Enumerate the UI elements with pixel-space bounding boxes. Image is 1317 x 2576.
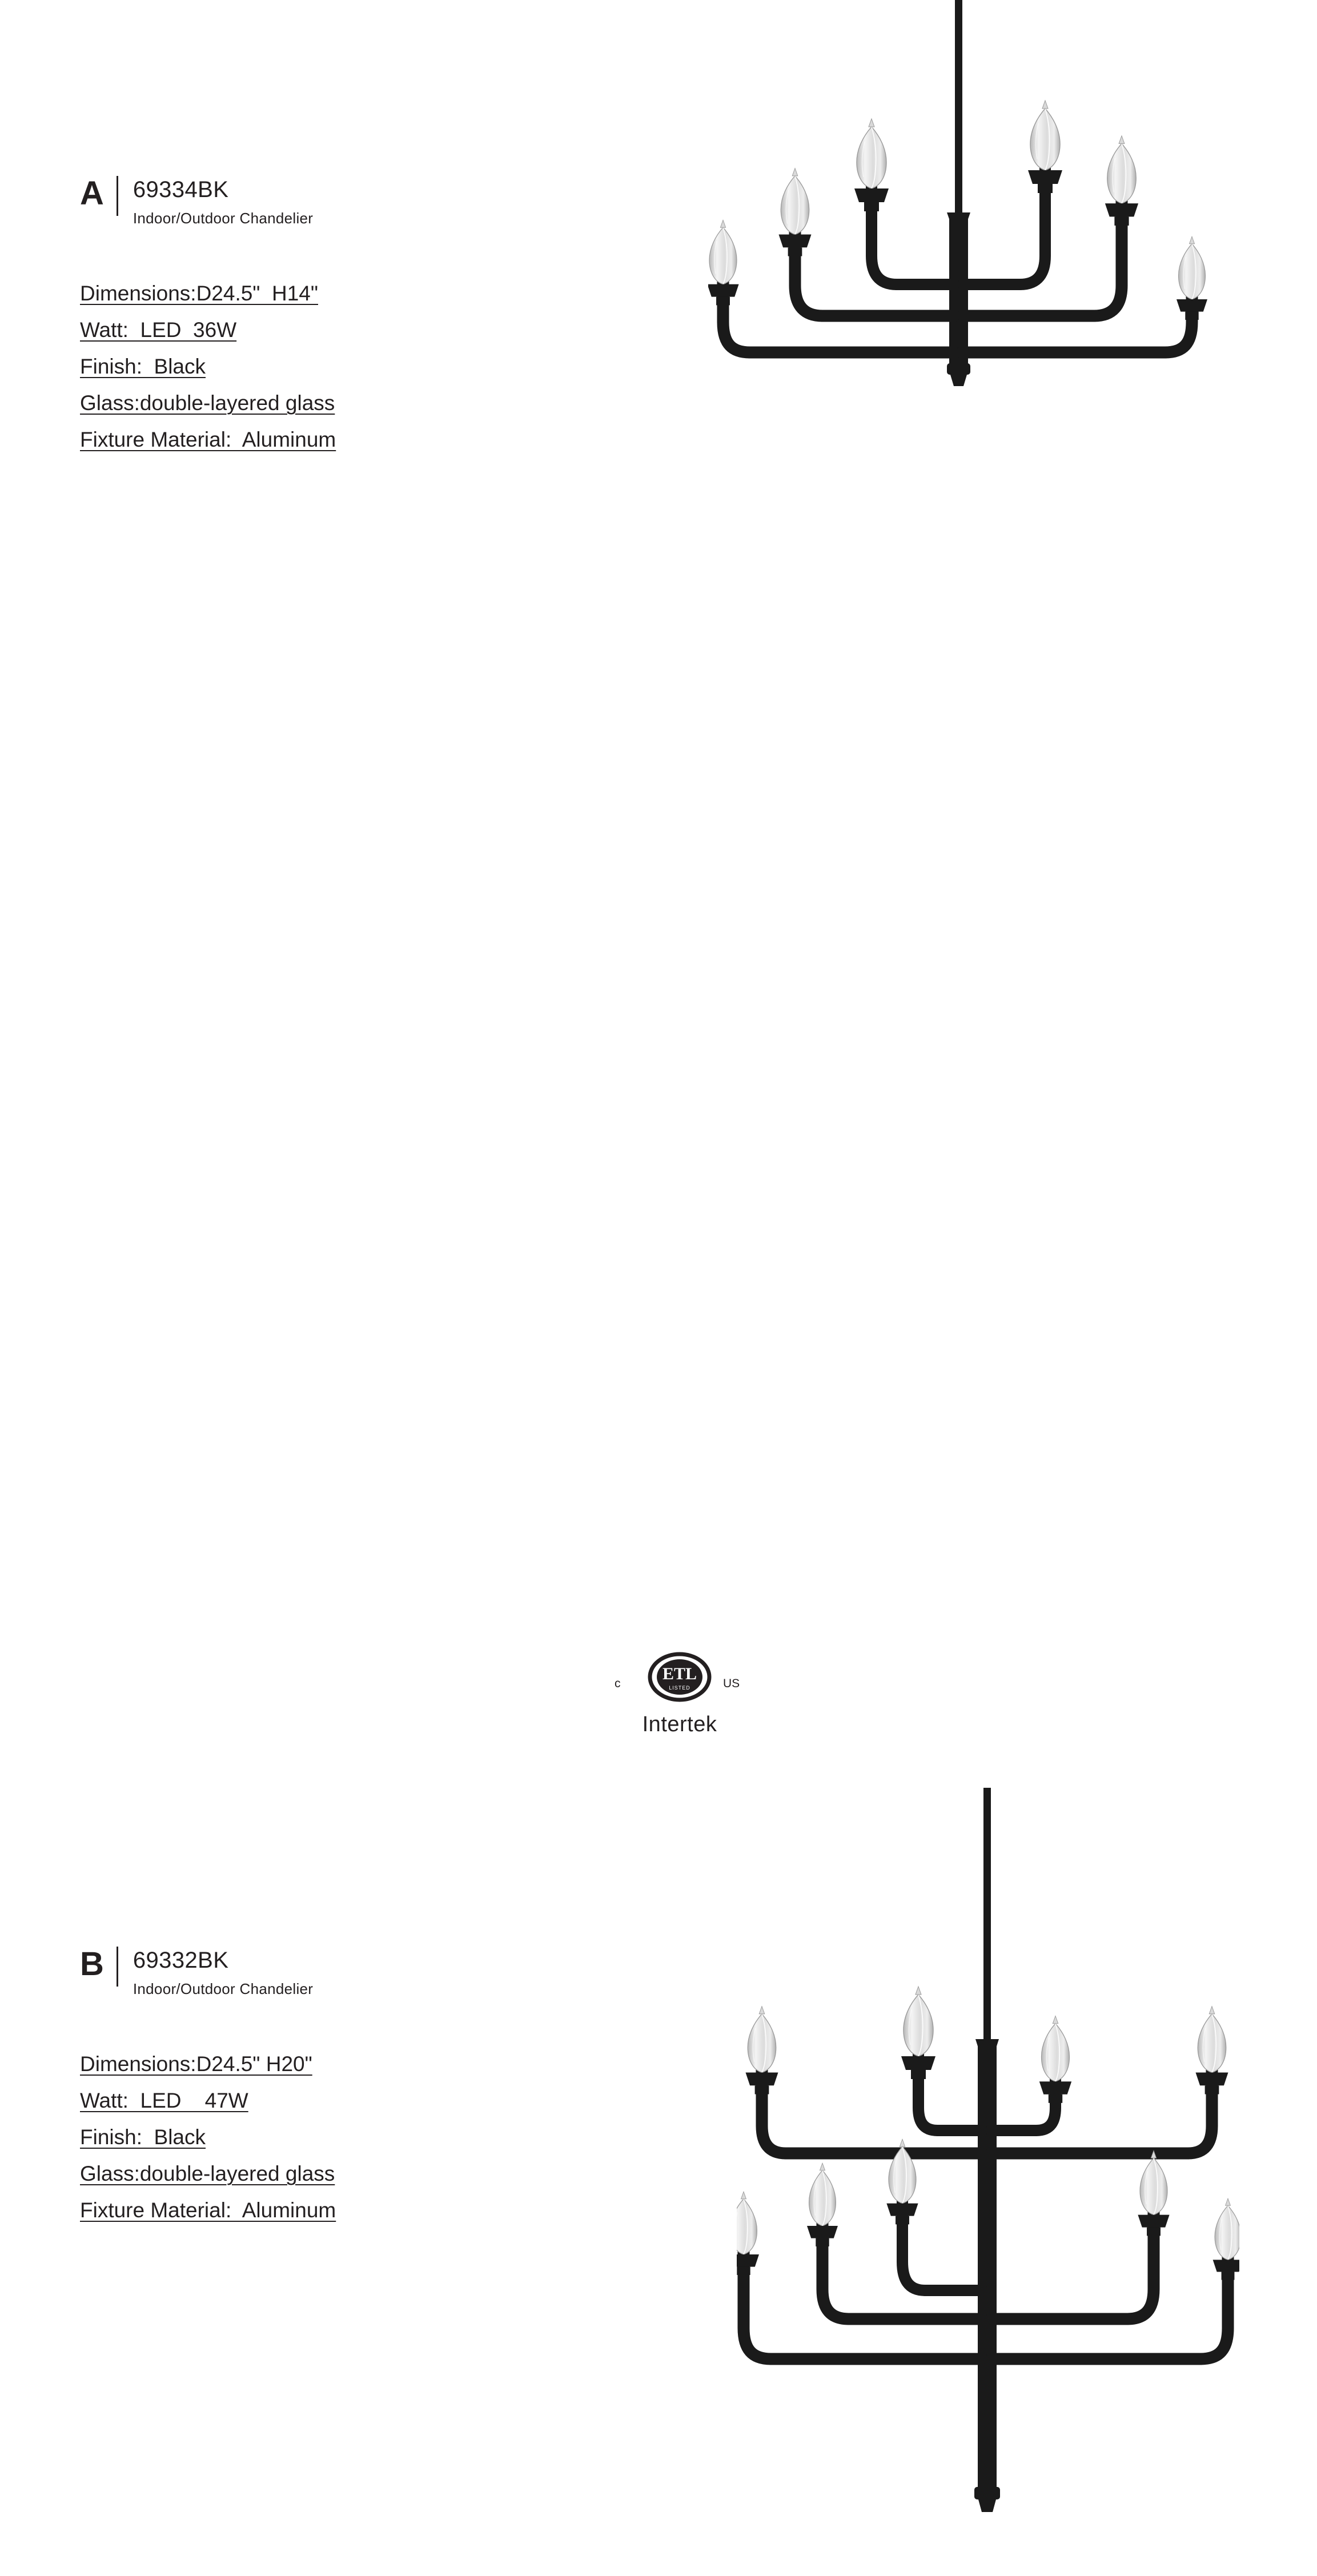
svg-text:LISTED: LISTED <box>669 1685 690 1691</box>
spec-glass: Glass:double-layered glass <box>80 391 335 415</box>
spec-panel-a <box>80 177 571 458</box>
certification-label: Intertek <box>642 1712 717 1736</box>
product-entry-a <box>0 0 1317 845</box>
certification-mark <box>605 1645 754 1737</box>
product-type-b: Indoor/Outdoor Chandelier <box>132 1980 314 1997</box>
product-model-b: 69332BK <box>132 1948 229 1973</box>
product-letter-a: A <box>80 175 104 212</box>
product-header-a <box>80 177 571 232</box>
spec-watt: Watt: LED 47W <box>80 2089 248 2112</box>
chandelier-6-light-illustration <box>708 0 1211 765</box>
spec-finish: Finish: Black <box>80 2125 206 2149</box>
etl-listed-icon <box>605 1645 754 1708</box>
spec-list-a <box>80 275 571 458</box>
product-title-group-a <box>118 177 313 227</box>
chandelier-9-light-illustration <box>737 1788 1239 2576</box>
svg-text:c: c <box>615 1677 621 1690</box>
spec-fixture-material: Fixture Material: Aluminum <box>80 2198 336 2222</box>
spec-dimensions: Dimensions:D24.5" H20" <box>80 2052 312 2076</box>
svg-text:US: US <box>723 1677 740 1690</box>
spec-panel-b <box>80 1945 571 2229</box>
product-title-group-b <box>118 1948 313 1998</box>
product-type-a: Indoor/Outdoor Chandelier <box>132 210 314 227</box>
spec-dimensions: Dimensions:D24.5" H14" <box>80 282 319 305</box>
svg-text:ETL: ETL <box>662 1664 697 1683</box>
spec-watt: Watt: LED 36W <box>80 318 237 342</box>
spec-glass: Glass:double-layered glass <box>80 2162 335 2185</box>
spec-list-b <box>80 2046 571 2229</box>
spec-finish: Finish: Black <box>80 355 206 378</box>
product-letter-b: B <box>80 1945 104 1983</box>
spec-fixture-material: Fixture Material: Aluminum <box>80 428 336 451</box>
product-header-b <box>80 1945 571 2003</box>
product-model-a: 69334BK <box>132 177 229 202</box>
